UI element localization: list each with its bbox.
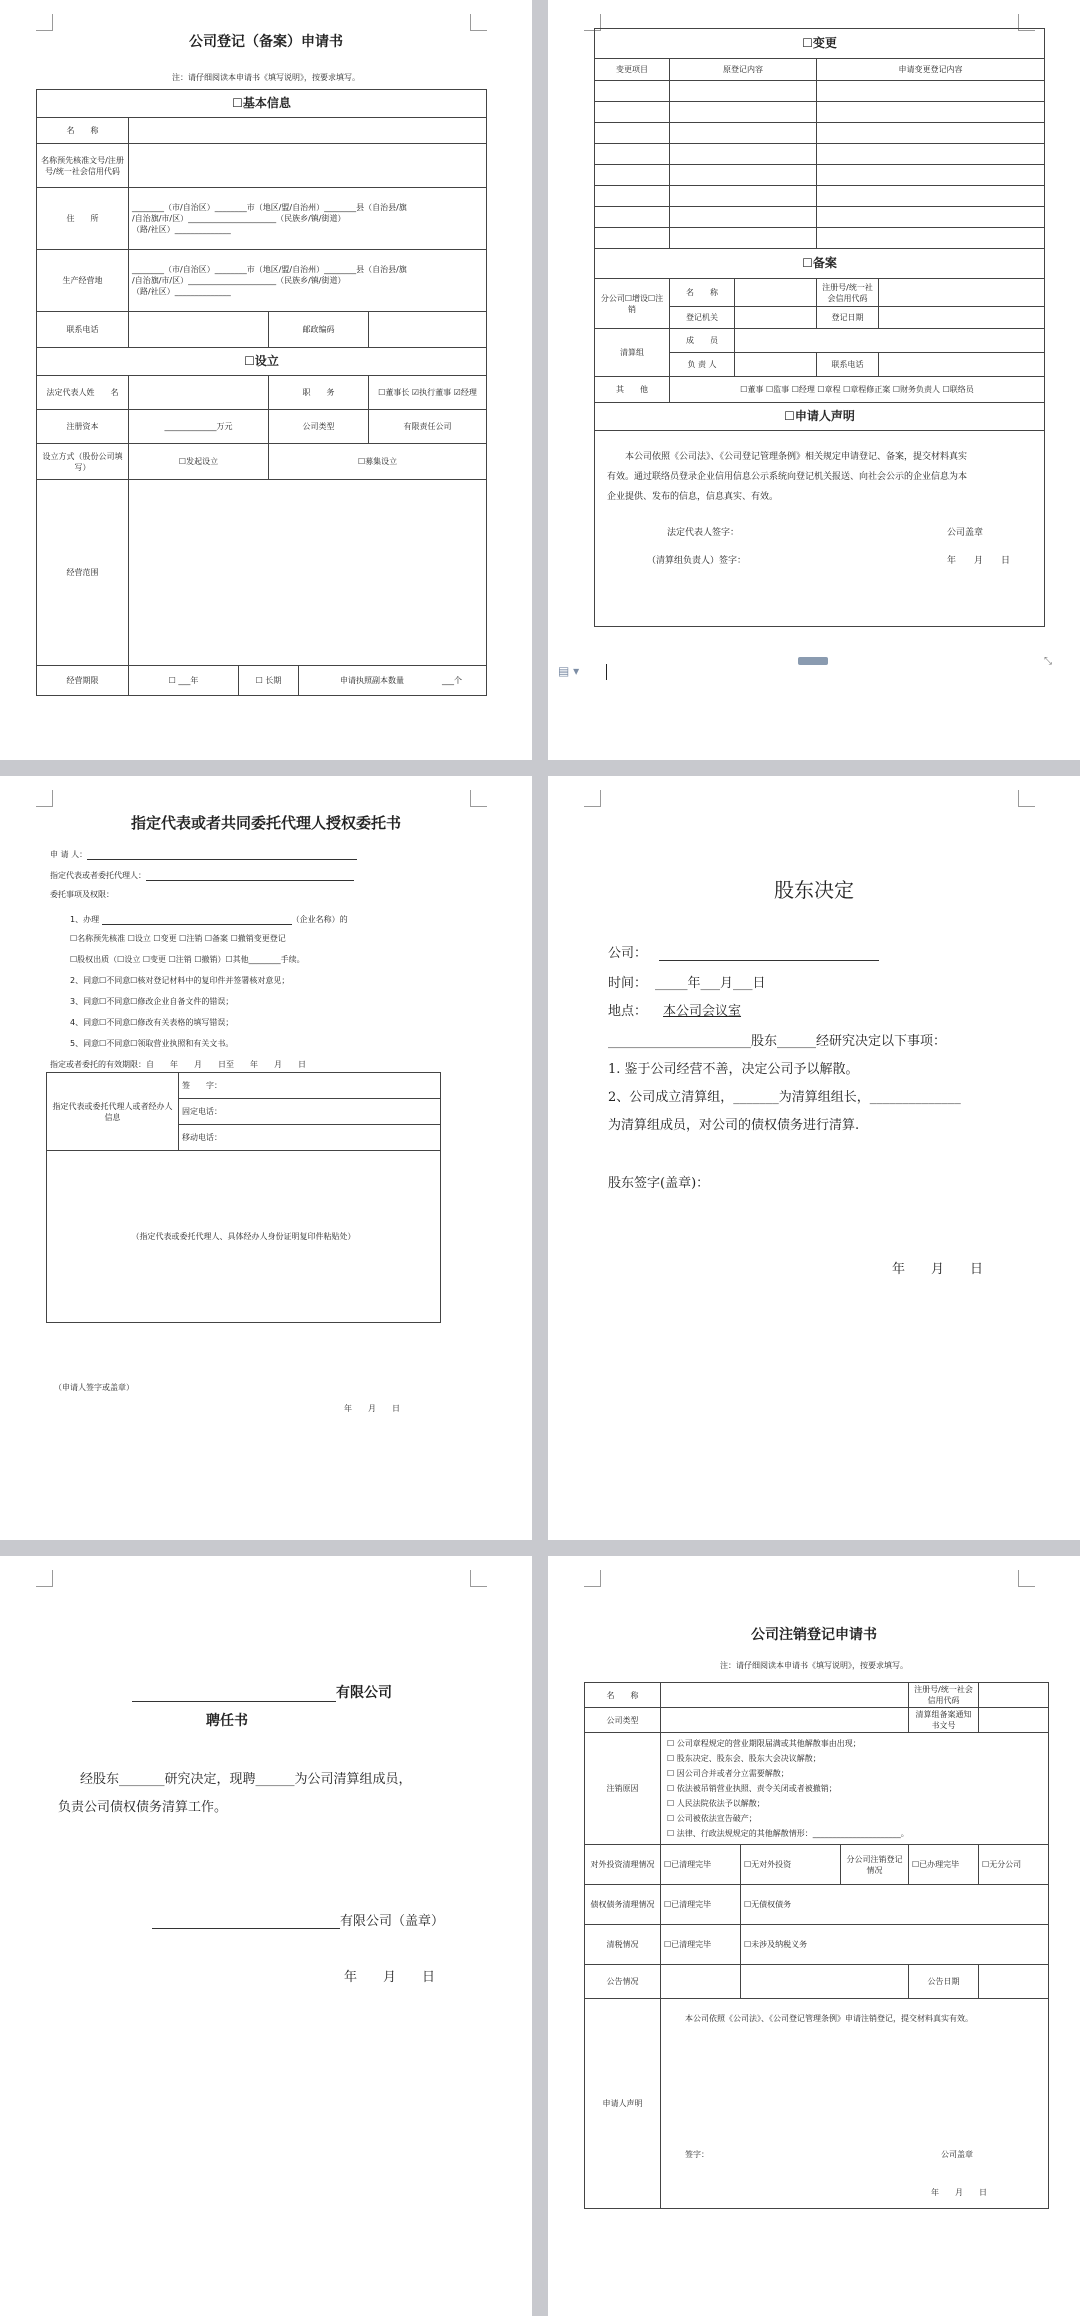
company-seal-label: 公司盖章 [947, 528, 984, 538]
legal-rep-field[interactable] [129, 376, 269, 410]
label-reg-no: 注册号/统一社会信用代码 [909, 1683, 979, 1708]
sign-label: 签字： [685, 2150, 709, 2159]
label-legal-rep: 法定代表人姓 名 [37, 376, 129, 410]
corner-mark [470, 1570, 487, 1587]
reason-option[interactable]: ☐ 公司章程规定的营业期限届满或其他解散事由出现； [667, 1739, 861, 1748]
section-declaration[interactable]: ☐申请人声明 [595, 403, 1045, 431]
paste-options-icon[interactable]: ▤ ▾ [558, 664, 580, 678]
intro-line[interactable]: ______________________股东______经研究决定以下事项： [608, 1034, 947, 1049]
label-branch: 分公司☐增设☐注销 [595, 279, 670, 329]
corner-mark [584, 1570, 601, 1587]
label-announce: 公告情况 [585, 1965, 661, 1999]
label-capital: 注册资本 [37, 410, 129, 444]
contact-phone-field[interactable] [879, 353, 1045, 377]
tax-option[interactable]: ☐已清理完毕 [661, 1925, 741, 1965]
declaration-text: 本公司依照《公司法》、《公司登记管理条例》申请注销登记，提交材料真实有效。 [685, 2014, 973, 2023]
page-title: 指定代表或者共同委托代理人授权委托书 [130, 814, 401, 832]
label-declaration: 申请人声明 [585, 1999, 661, 2209]
resize-handle-icon[interactable]: ⤡ [1044, 656, 1052, 667]
label-prename-no: 名称预先核准文号/注册号/统一社会信用代码 [37, 144, 129, 188]
label-other: 其 他 [595, 377, 670, 403]
underline [152, 1912, 340, 1929]
debt-option[interactable]: ☐无债权债务 [741, 1885, 1049, 1925]
label-residence: 住 所 [37, 188, 129, 250]
item1-label: 1、办理 [70, 915, 100, 924]
sign-field[interactable]: 签 字： [179, 1073, 441, 1099]
change-cell[interactable] [670, 165, 817, 186]
liquidation-sign-label: （清算组负责人）签字： [647, 556, 747, 566]
company-line[interactable] [608, 942, 879, 961]
mobile-field[interactable]: 移动电话： [179, 1125, 441, 1151]
name-field[interactable] [661, 1683, 909, 1708]
position-options[interactable]: ☐董事长 ☑执行董事 ☑经理 [369, 376, 487, 410]
matters-label: 委托事项及权限： [50, 890, 114, 899]
addr-line: /自治旗/市/区）______________________（民族乡/镇/街道） [132, 214, 346, 223]
seal-label: 公司盖章 [941, 2150, 973, 2159]
change-cell[interactable] [670, 123, 817, 144]
reason-option[interactable]: ☐ 依法被吊销营业执照、责令关闭或者被撤销； [667, 1784, 837, 1793]
appointment-title: 聘任书 [206, 1713, 248, 1729]
declaration-text: 企业提供、发布的信息，信息真实、有效。 [607, 492, 779, 502]
company-type-field[interactable] [661, 1708, 909, 1733]
item4[interactable]: 4、同意☐不同意☐修改有关表格的填写错误； [70, 1018, 234, 1027]
label-scope: 经营范围 [37, 480, 129, 666]
label-business-addr: 生产经营地 [37, 250, 129, 312]
declaration-cell [595, 431, 1045, 627]
label-members: 成 员 [670, 329, 735, 353]
designated-line[interactable] [50, 868, 354, 881]
addr-line: ________（市/自治区）________市（地区/盟/自治州）________县（自治县/旗 [132, 265, 407, 274]
fill-note: 注：请仔细阅读本申请书《填写说明》，按要求填写。 [720, 1661, 908, 1670]
reg-no-field[interactable] [979, 1683, 1049, 1708]
fill-note: 注：请仔细阅读本申请书《填写说明》，按要求填写。 [172, 73, 360, 82]
section-break-handle[interactable] [798, 657, 828, 665]
capital-field[interactable]: _____________万元 [129, 410, 269, 444]
page-title: 公司登记（备案）申请书 [189, 34, 343, 50]
applicant-line[interactable] [50, 847, 357, 860]
addr-line: （路/社区）______________ [132, 225, 231, 234]
license-copies-cell [299, 666, 487, 696]
investment-option[interactable]: ☐无对外投资 [741, 1845, 841, 1885]
change-cell[interactable] [595, 186, 670, 207]
reason-option[interactable]: ☐ 人民法院依法予以解散； [667, 1799, 765, 1808]
company-title-line[interactable] [132, 1682, 392, 1702]
label-term: 经营期限 [37, 666, 129, 696]
change-cell[interactable] [595, 144, 670, 165]
change-cell[interactable] [817, 228, 1045, 249]
change-cell[interactable] [670, 207, 817, 228]
id-copy-area[interactable]: （指定代表或委托代理人、具体经办人身份证明复印件粘贴处） [47, 1151, 441, 1323]
reason-option[interactable]: ☐ 因公司合并或者分立需要解散； [667, 1769, 789, 1778]
underline [102, 912, 292, 925]
label-company-type: 公司类型 [269, 410, 369, 444]
addr-line: （路/社区）______________ [132, 287, 231, 296]
label-position: 职 务 [269, 376, 369, 410]
item1-line[interactable] [70, 912, 348, 925]
members-field[interactable] [735, 329, 1045, 353]
branch-name-field[interactable] [735, 279, 817, 307]
page-1 [0, 0, 532, 760]
corner-mark [1018, 790, 1035, 807]
method-option[interactable]: ☐发起设立 [129, 444, 269, 480]
time-label: 时间： [608, 976, 648, 991]
label-reason: 注销原因 [585, 1733, 661, 1845]
page-3 [0, 776, 532, 1540]
announce-field[interactable] [661, 1965, 741, 1999]
seal-line[interactable] [152, 1910, 444, 1929]
underline [659, 946, 879, 961]
company-label: 公司： [608, 946, 648, 961]
label-investment: 对外投资清理情况 [585, 1845, 661, 1885]
underline [146, 868, 354, 881]
change-cell[interactable] [670, 144, 817, 165]
change-cell[interactable] [817, 186, 1045, 207]
corner-mark [470, 790, 487, 807]
label-debt: 债权债务清理情况 [585, 1885, 661, 1925]
decision-item-1: 1. 鉴于公司经营不善，决定公司予以解散。 [608, 1062, 859, 1077]
change-cell[interactable] [595, 165, 670, 186]
term-option[interactable]: ☐ 长期 [239, 666, 299, 696]
reason-option[interactable]: ☐ 法律、行政法规规定的其他解散情形：______________________。 [667, 1829, 909, 1838]
postcode-field[interactable] [369, 312, 487, 348]
label-branch-cancel: 分公司注销登记情况 [841, 1845, 909, 1885]
change-cell[interactable] [670, 228, 817, 249]
page-2 [548, 0, 1080, 760]
label-announce-date: 公告日期 [909, 1965, 979, 1999]
tax-option[interactable]: ☐未涉及纳税义务 [741, 1925, 1049, 1965]
item1-options[interactable]: ☐名称预先核准 ☐设立 ☐变更 ☐注销 ☐备案 ☐撤销变更登记 [70, 934, 286, 943]
change-record-table [594, 28, 1045, 627]
branch-reg-no-field[interactable] [879, 279, 1045, 307]
method-option[interactable]: ☐募集设立 [269, 444, 487, 480]
change-cell[interactable] [817, 123, 1045, 144]
label-agent-info: 指定代表或委托代理人或者经办人信息 [47, 1073, 179, 1151]
time-value: _____年___月___日 [655, 976, 766, 991]
corner-mark [36, 14, 53, 31]
name-field[interactable] [129, 118, 487, 144]
section-setup[interactable]: ☐设立 [37, 348, 487, 376]
label-liq-notice: 清算组备案通知书文号 [909, 1708, 979, 1733]
copies-field[interactable]: ___个 [442, 676, 462, 685]
label-reg-authority: 登记机关 [670, 307, 735, 329]
reg-authority-field[interactable] [735, 307, 817, 329]
validity-line[interactable]: 指定或者委托的有效期限：自 年 月 日至 年 月 日 [50, 1060, 306, 1069]
change-cell[interactable] [817, 81, 1045, 102]
underline [132, 1685, 336, 1702]
section-basic-info[interactable]: ☐基本信息 [37, 90, 487, 118]
label-leader: 负 责 人 [670, 353, 735, 377]
decision-item-2b: 为清算组成员，对公司的债权债务进行清算. [608, 1118, 860, 1133]
change-cell[interactable] [670, 186, 817, 207]
reg-date-field[interactable] [879, 307, 1045, 329]
declaration-text: 本公司依照《公司法》、《公司登记管理条例》相关规定申请登记、备案，提交材料真实 [625, 452, 968, 462]
item2[interactable]: 2、同意☐不同意☐核对登记材料中的复印件并签署核对意见； [70, 976, 290, 985]
change-cell[interactable] [670, 102, 817, 123]
corner-mark [584, 790, 601, 807]
reason-option[interactable]: ☐ 公司被依法宣告破产； [667, 1814, 757, 1823]
item5[interactable]: 5、同意☐不同意☐领取营业执照和有关文书。 [70, 1039, 234, 1048]
label-reg-date: 登记日期 [817, 307, 879, 329]
leader-field[interactable] [735, 353, 817, 377]
label-branch-reg-no: 注册号/统一社会信用代码 [817, 279, 879, 307]
change-cell[interactable] [595, 207, 670, 228]
section-record[interactable]: ☐备案 [595, 249, 1045, 279]
branch-option[interactable]: ☐已办理完毕 [909, 1845, 979, 1885]
liq-notice-field[interactable] [979, 1708, 1049, 1733]
label-company-type: 公司类型 [585, 1708, 661, 1733]
reason-option[interactable]: ☐ 股东决定、股东会、股东大会决议解散； [667, 1754, 821, 1763]
page-5 [0, 1556, 532, 2316]
declaration-text: 有效。通过联络员登录企业信用信息公示系统向登记机关报送、向社会公示的企业信息为本 [607, 472, 968, 482]
announce-date-field[interactable] [979, 1965, 1049, 1999]
debt-option[interactable]: ☐已清理完毕 [661, 1885, 741, 1925]
investment-option[interactable]: ☐已清理完毕 [661, 1845, 741, 1885]
label-phone: 联系电话 [37, 312, 129, 348]
residence-field[interactable] [129, 188, 487, 250]
corner-mark [1018, 1570, 1035, 1587]
page-title: 股东决定 [774, 878, 854, 902]
decision-item-2[interactable]: 2、公司成立清算组，_______为清算组组长，______________ [608, 1090, 961, 1105]
registration-form-table [36, 89, 487, 696]
label-postcode: 邮政编码 [269, 312, 369, 348]
underline [87, 847, 357, 860]
change-cell[interactable] [595, 228, 670, 249]
col-new: 申请变更登记内容 [817, 59, 1045, 81]
phone-field[interactable] [129, 312, 269, 348]
reason-options [661, 1733, 1049, 1845]
change-cell[interactable] [817, 102, 1045, 123]
col-original: 原登记内容 [670, 59, 817, 81]
label-name: 名 称 [585, 1683, 661, 1708]
corner-mark [470, 14, 487, 31]
date-line: 年 月 日 [931, 2188, 987, 2197]
other-options[interactable]: ☐董事 ☐监事 ☐经理 ☐章程 ☐章程修正案 ☐财务负责人 ☐联络员 [670, 377, 1045, 403]
place-line[interactable] [608, 1000, 741, 1019]
label-liquidation: 清算组 [595, 329, 670, 377]
change-cell[interactable] [817, 165, 1045, 186]
designated-label: 指定代表或者委托代理人： [50, 871, 146, 880]
prename-field[interactable] [129, 144, 487, 188]
change-cell[interactable] [595, 102, 670, 123]
applicant-label: 申 请 人： [50, 850, 88, 859]
date-line: 年 月 日 [892, 1262, 984, 1277]
page-4 [548, 776, 1080, 1540]
appointment-body-2: 负责公司债权债务清算工作。 [58, 1800, 228, 1815]
legal-rep-sign-label: 法定代表人签字： [667, 528, 740, 538]
label-name: 名 称 [37, 118, 129, 144]
label-setup-method: 设立方式（股份公司填写） [37, 444, 129, 480]
label-contact-phone: 联系电话 [817, 353, 879, 377]
term-option[interactable]: ☐ ___年 [129, 666, 239, 696]
company-type-value: 有限责任公司 [369, 410, 487, 444]
place-value: 本公司会议室 [663, 1004, 742, 1019]
addr-line: /自治旗/市/区）______________________（民族乡/镇/街道） [132, 276, 346, 285]
label-branch-name: 名 称 [670, 279, 735, 307]
place-label: 地点： [608, 1004, 648, 1019]
declaration-cell [661, 1999, 1049, 2209]
company-suffix: 有限公司 [336, 1685, 392, 1701]
seal-label: 有限公司（盖章） [340, 1914, 445, 1929]
appointment-body-1[interactable]: 经股东_______研究决定，现聘______为公司清算组成员， [80, 1772, 412, 1787]
landline-field[interactable]: 固定电话： [179, 1099, 441, 1125]
date-line: 年 月 日 [344, 1970, 436, 1985]
page-6 [548, 1556, 1080, 2316]
corner-mark [36, 790, 53, 807]
shareholder-sign-label: 股东签字(盖章)： [608, 1176, 710, 1191]
date-line: 年 月 日 [344, 1404, 400, 1413]
announce-field[interactable] [741, 1965, 909, 1999]
label-license-copies: 申请执照副本数量 [340, 676, 404, 685]
addr-line: ________（市/自治区）________市（地区/盟/自治州）________县（自治县/旗 [132, 203, 407, 212]
change-cell[interactable] [595, 81, 670, 102]
change-cell[interactable] [595, 123, 670, 144]
applicant-sign-label: （申请人签字或盖章） [54, 1383, 134, 1392]
section-change[interactable]: ☐变更 [595, 29, 1045, 59]
cancellation-form-table [584, 1682, 1049, 2209]
scope-field[interactable] [129, 480, 487, 666]
agent-info-table [46, 1072, 441, 1323]
col-change-item: 变更项目 [595, 59, 670, 81]
text-cursor [606, 664, 607, 680]
time-line[interactable] [608, 972, 766, 991]
date-line: 年 月 日 [947, 556, 1011, 566]
page-title: 公司注销登记申请书 [751, 1627, 877, 1643]
label-tax: 清税情况 [585, 1925, 661, 1965]
item1-options-2[interactable]: ☐股权出质（☐设立 ☐变更 ☐注销 ☐撤销）☐其他________手续。 [70, 955, 305, 964]
item1-suffix: （企业名称）的 [291, 915, 348, 924]
change-cell[interactable] [670, 81, 817, 102]
corner-mark [36, 1570, 53, 1587]
branch-option[interactable]: ☐无分公司 [979, 1845, 1049, 1885]
business-addr-field[interactable] [129, 250, 487, 312]
change-cell[interactable] [817, 207, 1045, 228]
change-cell[interactable] [817, 144, 1045, 165]
item3[interactable]: 3、同意☐不同意☐修改企业自备文件的错误； [70, 997, 234, 1006]
